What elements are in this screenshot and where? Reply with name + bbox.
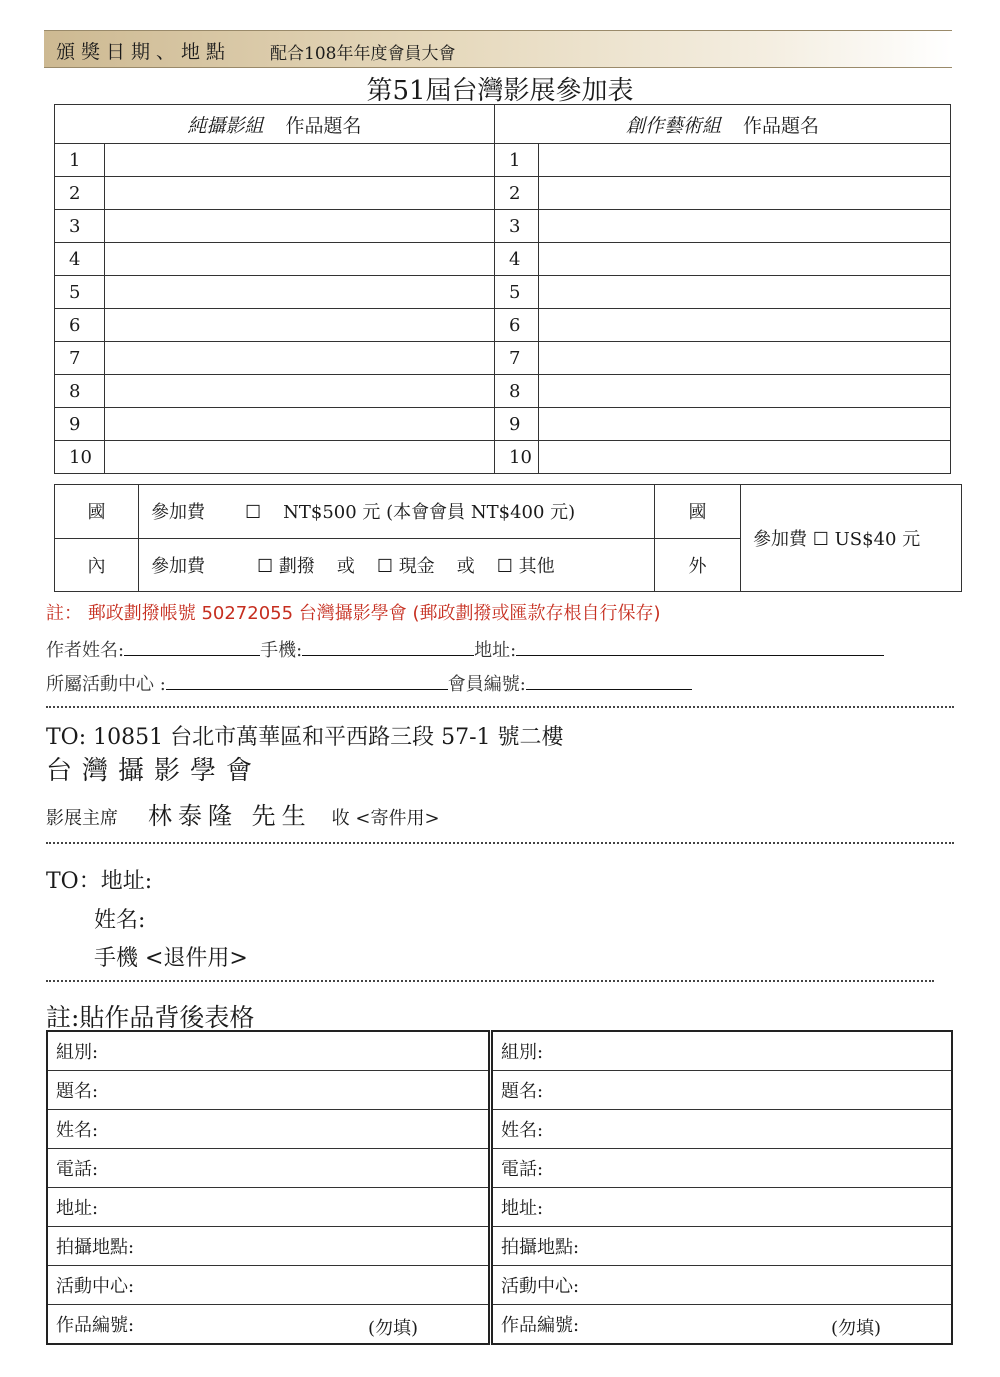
label-field-name: 活動中心:	[56, 1276, 135, 1297]
or-text: 或	[336, 555, 355, 577]
label-row	[47, 1071, 489, 1110]
label-row	[492, 1031, 952, 1071]
pure-photo-header	[55, 105, 495, 144]
cash-checkbox[interactable]: ☐	[376, 555, 394, 577]
label-row	[492, 1305, 952, 1345]
left-row-number: 9	[55, 408, 105, 441]
cash-label: 現金	[398, 555, 435, 577]
label-field[interactable]	[47, 1110, 489, 1149]
label-field-name: 電話:	[501, 1159, 544, 1180]
entry-row	[55, 342, 951, 375]
creative-art-title-field[interactable]	[539, 309, 951, 342]
pure-photo-title-field[interactable]	[105, 177, 495, 210]
label-field[interactable]	[492, 1305, 952, 1345]
entry-row	[55, 243, 951, 276]
fee-label: 參加費	[151, 502, 205, 524]
label-row	[47, 1227, 489, 1266]
pure-photo-title-field[interactable]	[105, 375, 495, 408]
label-field[interactable]	[492, 1227, 952, 1266]
right-row-number: 3	[495, 210, 539, 243]
label-field-name: 地址:	[501, 1198, 544, 1219]
cut-line	[46, 980, 934, 982]
title-column-label: 作品題名	[285, 114, 362, 137]
label-field[interactable]	[492, 1110, 952, 1149]
chair-title: 影展主席	[46, 808, 118, 829]
entry-table-header	[55, 105, 951, 144]
creative-art-title-field[interactable]	[539, 144, 951, 177]
left-row-number: 10	[55, 441, 105, 474]
label-field-name: 組別:	[501, 1042, 544, 1063]
entry-table	[54, 104, 951, 474]
label-field[interactable]	[492, 1266, 952, 1305]
label-row	[47, 1188, 489, 1227]
pure-photo-title-field[interactable]	[105, 441, 495, 474]
or-text: 或	[456, 555, 475, 577]
creative-art-title-field[interactable]	[539, 243, 951, 276]
right-row-number: 5	[495, 276, 539, 309]
foreign-label-bottom: 外	[655, 538, 741, 592]
foreign-fee-checkbox[interactable]: ☐	[812, 529, 829, 550]
center-label: 所屬活動中心 :	[46, 674, 166, 695]
creative-art-title-field[interactable]	[539, 276, 951, 309]
mobile-label: 手機:	[260, 640, 303, 661]
label-field-name: 作品編號:	[56, 1315, 135, 1336]
left-row-number: 5	[55, 276, 105, 309]
paste-label-title: 註:貼作品背後表格	[46, 1003, 255, 1032]
label-field[interactable]	[47, 1227, 489, 1266]
label-field-name: 拍攝地點:	[56, 1237, 135, 1258]
left-row-number: 4	[55, 243, 105, 276]
transfer-checkbox[interactable]: ☐	[257, 555, 274, 577]
entry-row	[55, 309, 951, 342]
left-row-number: 6	[55, 309, 105, 342]
award-date-label: 頒獎日期、地點	[56, 41, 232, 63]
address-field[interactable]	[516, 637, 884, 656]
label-field[interactable]	[492, 1188, 952, 1227]
member-no-label: 會員編號:	[447, 674, 526, 695]
paste-label-right	[491, 1030, 953, 1345]
label-row	[47, 1110, 489, 1149]
label-row	[492, 1110, 952, 1149]
label-row	[47, 1149, 489, 1188]
label-field-name: 題名:	[56, 1081, 99, 1102]
label-row	[492, 1071, 952, 1110]
label-field[interactable]	[492, 1149, 952, 1188]
left-row-number: 2	[55, 177, 105, 210]
entry-row	[55, 177, 951, 210]
right-row-number: 1	[495, 144, 539, 177]
label-field[interactable]	[47, 1149, 489, 1188]
right-row-number: 6	[495, 309, 539, 342]
pure-photo-title-field[interactable]	[105, 243, 495, 276]
foreign-fee-cell	[741, 485, 962, 592]
pure-photo-title-field[interactable]	[105, 342, 495, 375]
label-row	[47, 1305, 489, 1345]
award-date-value: 配合108年年度會員大會	[270, 44, 456, 64]
left-row-number: 7	[55, 342, 105, 375]
label-field[interactable]	[492, 1031, 952, 1071]
label-row	[492, 1188, 952, 1227]
label-field-name: 作品編號:	[501, 1315, 580, 1336]
member-no-field[interactable]	[526, 671, 692, 690]
entry-row	[55, 144, 951, 177]
society-name: 台灣攝影學會	[46, 756, 263, 786]
entry-row	[55, 375, 951, 408]
right-row-number: 10	[495, 441, 539, 474]
do-not-fill-note: (勿填)	[830, 1318, 881, 1339]
fee-label: 參加費	[753, 529, 807, 550]
author-name-field[interactable]	[124, 637, 260, 656]
creative-art-title-field[interactable]	[539, 210, 951, 243]
author-name-label: 作者姓名:	[46, 640, 125, 661]
pure-photo-title-field[interactable]	[105, 276, 495, 309]
title-column-label: 作品題名	[743, 114, 820, 137]
creative-art-title-field[interactable]	[539, 177, 951, 210]
chair-row	[46, 796, 440, 831]
label-field-name: 活動中心:	[501, 1276, 580, 1297]
label-field[interactable]	[47, 1305, 489, 1345]
right-row-number: 8	[495, 375, 539, 408]
left-row-number: 1	[55, 144, 105, 177]
domestic-fee-checkbox[interactable]: ☐	[245, 502, 262, 524]
domestic-fee-amount: NT$500 元 (本會會員 NT$400 元)	[283, 502, 576, 524]
label-row	[492, 1149, 952, 1188]
label-field[interactable]	[47, 1266, 489, 1305]
label-field-name: 姓名:	[56, 1120, 99, 1141]
center-field[interactable]	[166, 671, 448, 690]
label-field[interactable]	[47, 1031, 489, 1071]
address-label: 地址:	[474, 640, 517, 661]
pure-photo-title-field[interactable]	[105, 408, 495, 441]
return-mobile-label: 手機 <退件用>	[94, 946, 248, 971]
right-row-number: 4	[495, 243, 539, 276]
fee-label: 參加費	[151, 555, 205, 577]
label-field-name: 姓名:	[501, 1120, 544, 1141]
creative-art-title-field[interactable]	[539, 375, 951, 408]
creative-art-title-field[interactable]	[539, 342, 951, 375]
label-row	[492, 1266, 952, 1305]
label-field-name: 地址:	[56, 1198, 99, 1219]
label-field-name: 電話:	[56, 1159, 99, 1180]
entry-row	[55, 210, 951, 243]
domestic-label-top: 國	[55, 485, 139, 539]
label-field-name: 組別:	[56, 1042, 99, 1063]
creative-art-title-field[interactable]	[539, 408, 951, 441]
creative-art-group-label: 創作藝術組	[625, 114, 721, 137]
left-row-number: 8	[55, 375, 105, 408]
mobile-field[interactable]	[302, 637, 474, 656]
label-field-name: 拍攝地點:	[501, 1237, 580, 1258]
center-row	[46, 670, 692, 696]
other-checkbox[interactable]: ☐	[496, 555, 513, 577]
right-row-number: 7	[495, 342, 539, 375]
pure-photo-title-field[interactable]	[105, 309, 495, 342]
pure-photo-title-field[interactable]	[105, 210, 495, 243]
cut-line	[46, 706, 954, 708]
return-address-label: TO：地址:	[46, 869, 153, 894]
label-field[interactable]	[492, 1071, 952, 1110]
domestic-fee-row	[139, 485, 655, 539]
author-row	[46, 636, 884, 662]
fee-table	[54, 484, 962, 592]
return-name-label: 姓名:	[94, 908, 146, 933]
foreign-label-top: 國	[655, 485, 741, 539]
paste-label-left	[46, 1030, 490, 1345]
form-title: 第51屆台灣影展參加表	[366, 76, 634, 106]
entry-row	[55, 441, 951, 474]
do-not-fill-note: (勿填)	[367, 1318, 418, 1339]
label-field-name: 題名:	[501, 1081, 544, 1102]
right-row-number: 2	[495, 177, 539, 210]
other-label: 其他	[518, 555, 555, 577]
foreign-fee-amount: US$40 元	[834, 529, 921, 550]
left-row-number: 3	[55, 210, 105, 243]
cut-line	[46, 842, 954, 844]
header-banner	[44, 30, 952, 68]
payment-method-row	[139, 538, 655, 592]
chair-name: 林泰隆 先生	[148, 802, 312, 830]
label-row	[47, 1031, 489, 1071]
pure-photo-title-field[interactable]	[105, 144, 495, 177]
label-row	[47, 1266, 489, 1305]
receive-note: 收 <寄件用>	[331, 808, 440, 829]
label-row	[492, 1227, 952, 1266]
domestic-label-bottom: 內	[55, 538, 139, 592]
creative-art-header	[495, 105, 951, 144]
pure-photo-group-label: 純攝影組	[187, 114, 264, 137]
label-field[interactable]	[47, 1071, 489, 1110]
label-field[interactable]	[47, 1188, 489, 1227]
mail-to-address: TO: 10851 台北市萬華區和平西路三段 57-1 號二樓	[46, 725, 564, 750]
transfer-label: 劃撥	[278, 555, 315, 577]
right-row-number: 9	[495, 408, 539, 441]
postal-account-note: 註： 郵政劃撥帳號 50272055 台灣攝影學會 (郵政劃撥或匯款存根自行保存)	[46, 603, 661, 624]
entry-row	[55, 276, 951, 309]
entry-row	[55, 408, 951, 441]
creative-art-title-field[interactable]	[539, 441, 951, 474]
